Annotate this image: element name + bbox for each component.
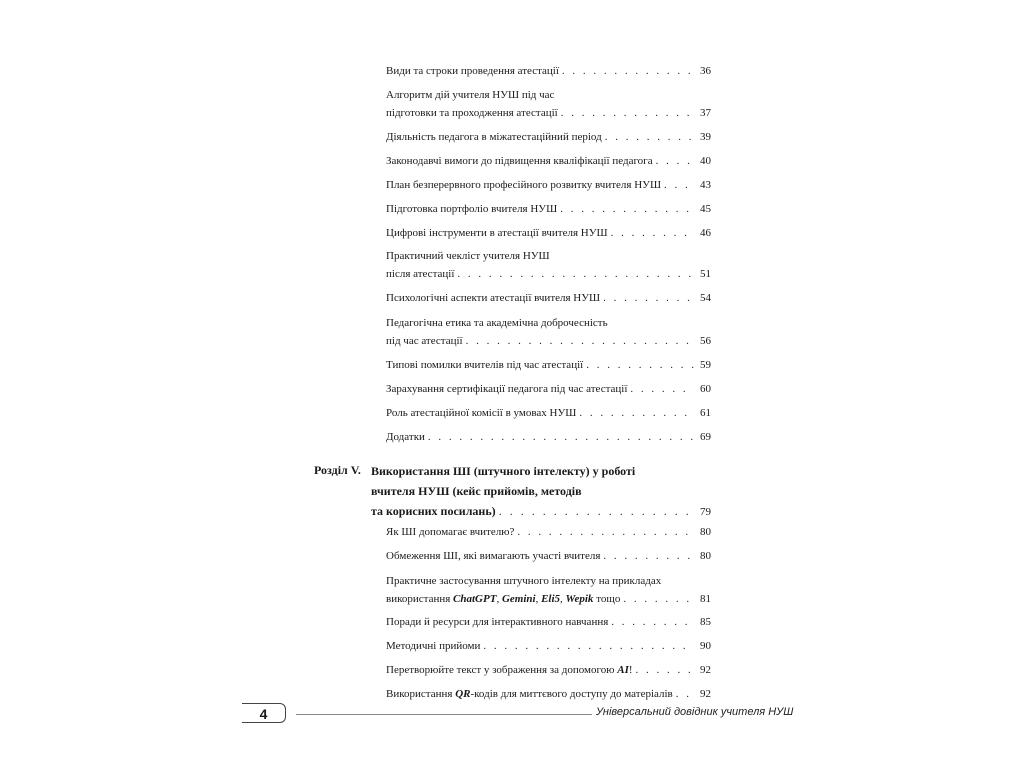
toc-entry-title: Законодавчі вимоги до підвищення кваліфікації педагога [386, 155, 653, 167]
toc-page-number: 36 [700, 65, 711, 77]
toc-page-number: 59 [700, 359, 711, 371]
toc-page-number: 79 [700, 506, 711, 518]
toc-page-number: 80 [700, 526, 711, 538]
dot-leader [517, 523, 694, 541]
toc-entry-title: Поради й ресурси для інтерактивного навчання [386, 616, 609, 628]
dot-leader [561, 104, 694, 122]
toc-page-number: 92 [700, 664, 711, 676]
footer-book-title: Універсальний довідник учителя НУШ [596, 706, 794, 718]
footer-divider [296, 714, 592, 715]
dot-leader [483, 637, 694, 655]
toc-entry[interactable] [386, 547, 711, 565]
toc-page-number: 37 [700, 107, 711, 119]
toc-entry-title: Як ШІ допомагає вчителю? [386, 526, 515, 538]
toc-page-number: 81 [700, 593, 711, 605]
toc-entry-title: Види та строки проведення атестації [386, 65, 559, 77]
toc-page-number: 46 [700, 227, 711, 239]
toc-entry[interactable] [386, 661, 711, 679]
dot-leader [611, 224, 694, 242]
toc-entry[interactable] [386, 224, 711, 242]
toc-entry[interactable] [386, 247, 711, 283]
dot-leader [664, 176, 694, 194]
toc-entry-title-cont: підготовки та проходження атестації [386, 107, 558, 119]
toc-entry[interactable] [386, 685, 711, 703]
toc-page-number: 45 [700, 203, 711, 215]
section-title-line: та корисних посилань) [371, 504, 496, 518]
toc-page-number: 60 [700, 383, 711, 395]
dot-leader [562, 62, 694, 80]
toc-page-number: 40 [700, 155, 711, 167]
toc-entry-title: Зарахування сертифікації педагога під час атестації [386, 383, 628, 395]
section-title-line: вчителя НУШ (кейс прийомів, методів [371, 484, 582, 498]
toc-entry[interactable] [386, 200, 711, 218]
toc-entry-title: Типові помилки вчителів під час атестації [386, 359, 584, 371]
toc-page-number: 61 [700, 407, 711, 419]
toc-page-number: 69 [700, 431, 711, 443]
toc-entry[interactable] [386, 86, 711, 122]
dot-leader [457, 265, 694, 283]
toc-entry-title: План безперервного професійного розвитку вчителя НУШ [386, 179, 662, 191]
toc-entry[interactable] [386, 637, 711, 655]
toc-page-number: 90 [700, 640, 711, 652]
toc-entry[interactable] [386, 428, 711, 446]
toc-page-number: 51 [700, 268, 711, 280]
toc-entry-title: Обмеження ШІ, які вимагають участі вчителя [386, 550, 601, 562]
toc-page-number: 39 [700, 131, 711, 143]
toc-entry[interactable] [386, 404, 711, 422]
toc-page-number: 80 [700, 550, 711, 562]
toc-entry-title: Діяльність педагога в міжатестаційний період [386, 131, 602, 143]
toc-entry-title: Перетворюйте текст у зображення за допомогою AI! [386, 664, 633, 676]
dot-leader [630, 380, 694, 398]
toc-entry-title: Підготовка портфоліо вчителя НУШ [386, 203, 558, 215]
toc-entry-title: Додатки [386, 431, 425, 443]
toc-entry-title: Психологічні аспекти атестації вчителя НУШ [386, 292, 601, 304]
dot-leader [623, 590, 694, 608]
toc-entry[interactable] [386, 62, 711, 80]
toc-page-number: 92 [700, 688, 711, 700]
toc-entry-title: Практичне застосування штучного інтелекту на прикладах [386, 575, 662, 587]
toc-entry-title: Методичні прийоми [386, 640, 481, 652]
dot-leader [636, 661, 694, 679]
dot-leader [676, 685, 694, 703]
dot-leader [656, 152, 694, 170]
toc-entry-title: Цифрові інструменти в атестації вчителя НУШ [386, 227, 608, 239]
toc-entry[interactable] [386, 128, 711, 146]
toc-page-number: 43 [700, 179, 711, 191]
toc-entry[interactable] [386, 380, 711, 398]
toc-entry[interactable] [386, 572, 711, 608]
toc-entry[interactable] [386, 176, 711, 194]
toc-entry[interactable] [386, 356, 711, 374]
toc-entry-title: Педагогічна етика та академічна доброчесність [386, 317, 608, 329]
dot-leader [603, 289, 694, 307]
toc-entry-title: Практичний чекліст учителя НУШ [386, 250, 550, 262]
toc-entry[interactable] [386, 613, 711, 631]
toc-page-number: 54 [700, 292, 711, 304]
section-heading[interactable] [371, 461, 711, 522]
dot-leader [466, 332, 694, 350]
section-title-line: Використання ШІ (штучного інтелекту) у роботі [371, 464, 636, 478]
toc-entry-title-cont: після атестації [386, 268, 455, 280]
toc-page-number: 85 [700, 616, 711, 628]
dot-leader [560, 200, 694, 218]
toc-entry-title-cont: використання ChatGPT, Gemini, Eli5, Wepik тощо [386, 593, 621, 605]
toc-entry[interactable] [386, 314, 711, 350]
dot-leader [579, 404, 694, 422]
toc-entry-title: Використання QR-кодів для миттєвого доступу до матеріалів [386, 688, 673, 700]
section-label: Розділ V. [314, 463, 361, 477]
dot-leader [428, 428, 694, 446]
toc-entry-title: Алгоритм дій учителя НУШ під час [386, 89, 555, 101]
toc-page-number: 56 [700, 335, 711, 347]
dot-leader [611, 613, 694, 631]
dot-leader [586, 356, 694, 374]
toc-entry[interactable] [386, 523, 711, 541]
toc-entry-title: Роль атестаційної комісії в умовах НУШ [386, 407, 577, 419]
dot-leader [603, 547, 694, 565]
dot-leader [605, 128, 694, 146]
toc-entry[interactable] [386, 152, 711, 170]
dot-leader [499, 501, 694, 521]
page-number: 4 [242, 703, 286, 723]
toc-entry[interactable] [386, 289, 711, 307]
toc-entry-title-cont: під час атестації [386, 335, 463, 347]
